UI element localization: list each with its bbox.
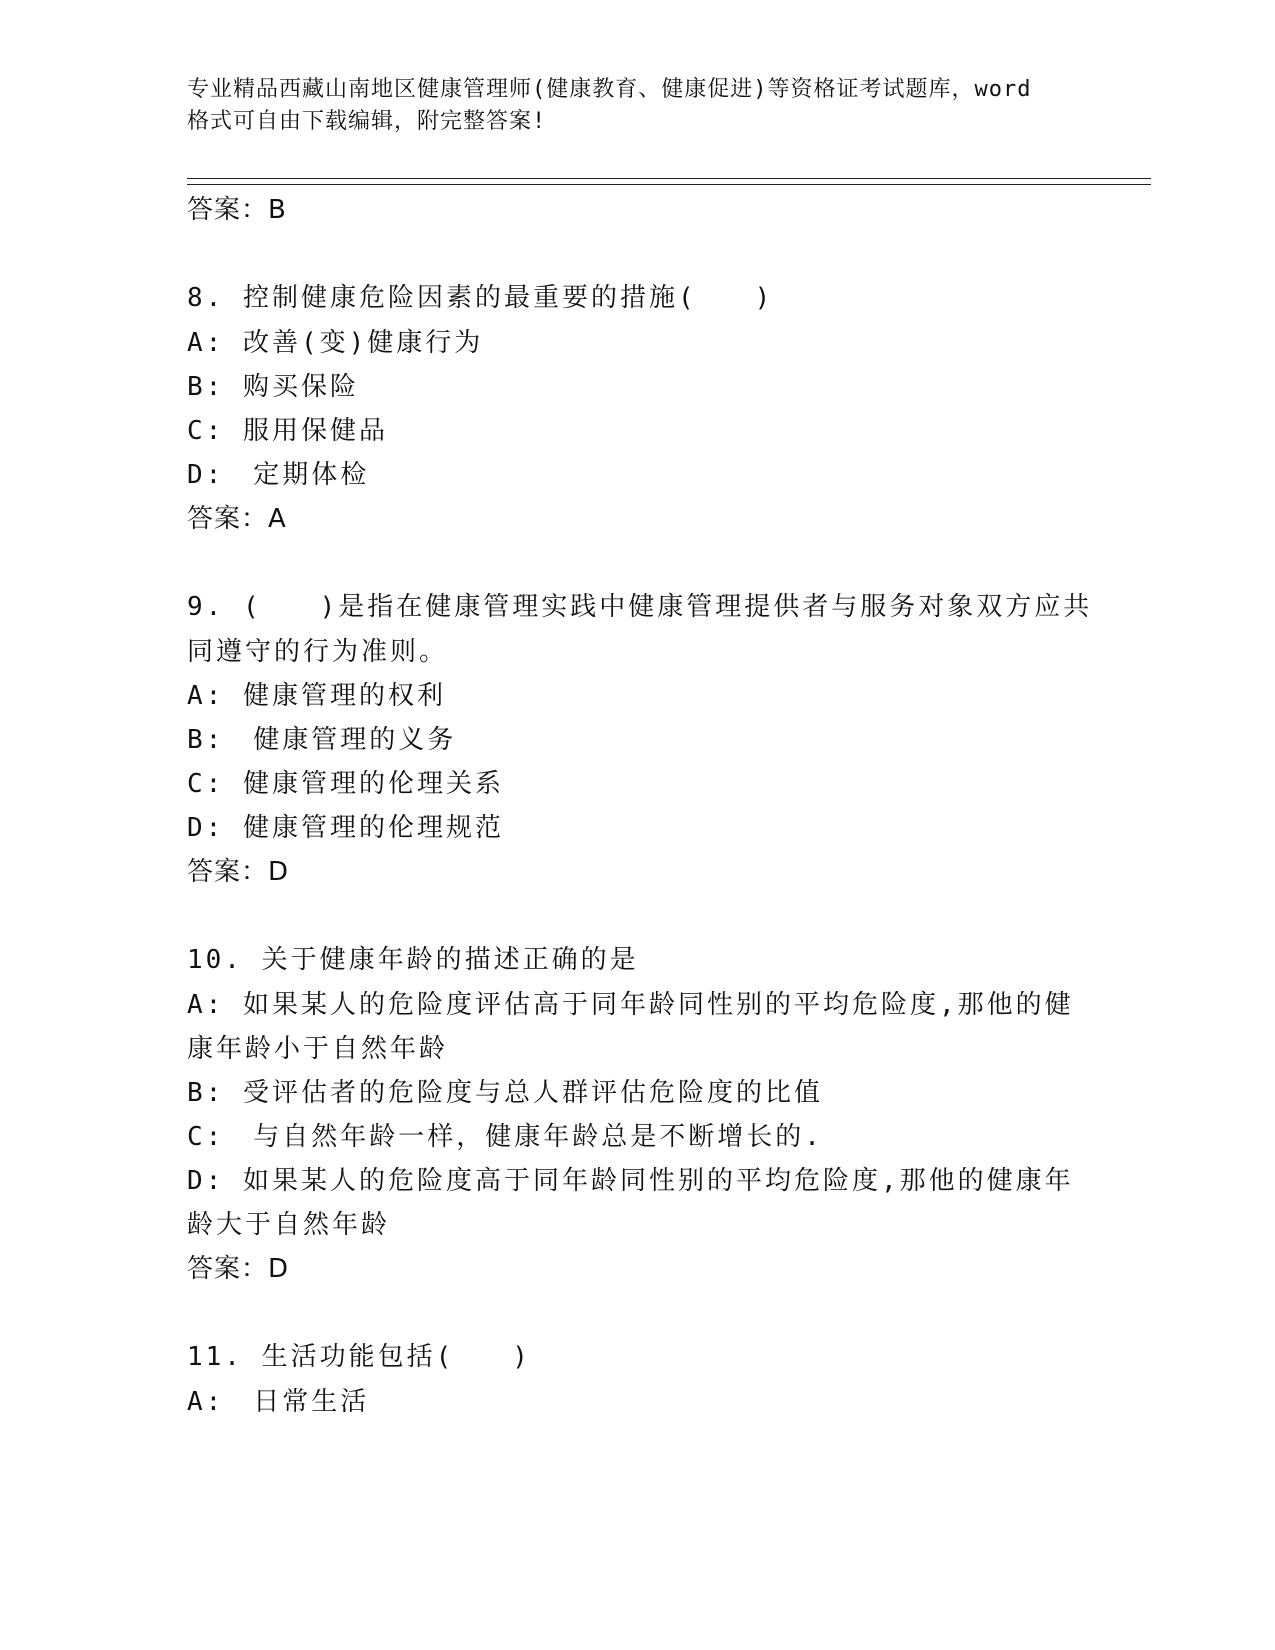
- header-line-2: 格式可自由下载编辑，附完整答案!: [187, 109, 547, 134]
- answer-question-8: 答案：A: [187, 504, 287, 534]
- question-10-option-d-line-2: 龄大于自然年龄: [187, 1210, 391, 1240]
- question-8-option-c: C: 服用保健品: [187, 416, 388, 446]
- question-10-option-d-line-1: D: 如果某人的危险度高于同年龄同性别的平均危险度,那他的健康年: [187, 1166, 1074, 1196]
- question-8-stem: 8. 控制健康危险因素的最重要的措施( ): [187, 283, 774, 313]
- question-9-stem-line-2: 同遵守的行为准则。: [187, 637, 449, 667]
- question-8-option-d: D: 定期体检: [187, 460, 370, 490]
- question-8-option-b: B: 购买保险: [187, 372, 359, 402]
- header-divider-bottom: [187, 184, 1151, 185]
- question-10-option-a-line-2: 康年龄小于自然年龄: [187, 1034, 449, 1064]
- question-9-stem-line-1: 9. ( )是指在健康管理实践中健康管理提供者与服务对象双方应共: [187, 592, 1093, 622]
- answer-previous: 答案：B: [187, 195, 287, 225]
- question-10-option-b: B: 受评估者的危险度与总人群评估危险度的比值: [187, 1078, 823, 1108]
- question-8-option-a: A: 改善(变)健康行为: [187, 328, 484, 358]
- document-header: [187, 74, 1087, 138]
- question-9-option-a: A: 健康管理的权利: [187, 681, 446, 711]
- answer-question-9: 答案：D: [187, 857, 290, 887]
- question-9-option-c: C: 健康管理的伦理关系: [187, 769, 504, 799]
- answer-question-10: 答案：D: [187, 1254, 290, 1284]
- header-divider-top: [187, 178, 1151, 179]
- question-10-option-a-line-1: A: 如果某人的危险度评估高于同年龄同性别的平均危险度,那他的健: [187, 990, 1074, 1020]
- question-11-option-a: A: 日常生活: [187, 1387, 370, 1417]
- question-10-stem: 10. 关于健康年龄的描述正确的是: [187, 945, 639, 975]
- header-line-1: 专业精品西藏山南地区健康管理师(健康教育、健康促进)等资格证考试题库，word: [187, 77, 1032, 102]
- question-10-option-c: C: 与自然年龄一样，健康年龄总是不断增长的.: [187, 1122, 823, 1152]
- question-9-option-d: D: 健康管理的伦理规范: [187, 813, 504, 843]
- question-11-stem: 11. 生活功能包括( ): [187, 1342, 531, 1372]
- question-9-option-b: B: 健康管理的义务: [187, 725, 457, 755]
